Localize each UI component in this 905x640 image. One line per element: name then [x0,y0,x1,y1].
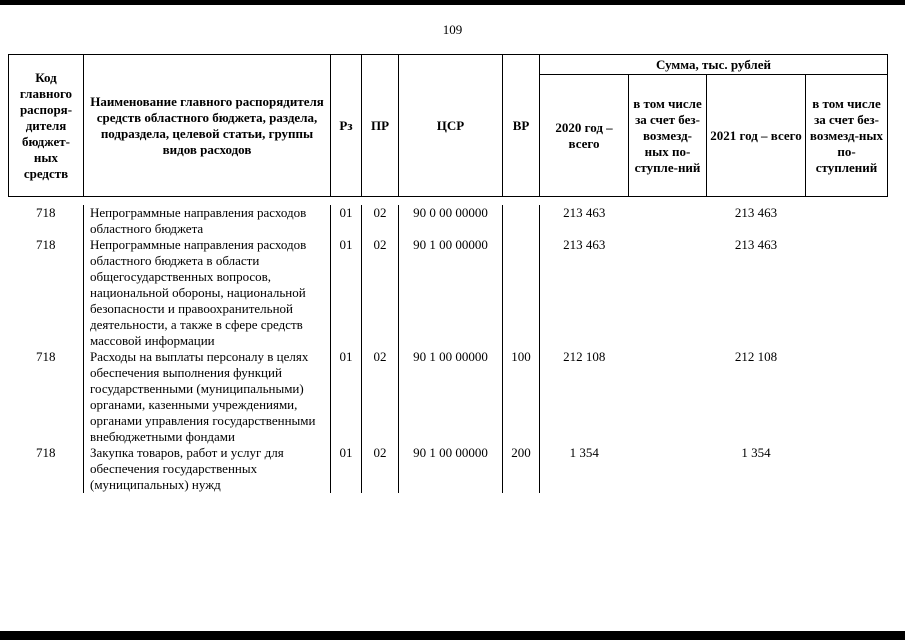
cell-csr: 90 1 00 00000 [399,349,503,445]
header-csr: ЦСР [399,55,503,197]
cell-name: Расходы на выплаты персоналу в целях обеспечения выполнения функций государственными (муниципальными) органами, казенными учреждениями, органами управления государственными внебюджетными фондами [84,349,331,445]
cell-2021-total: 1 354 [741,445,771,460]
cell-2020-total: 213 463 [540,237,629,349]
header-code: Код главного распоря-дителя бюджет-ных средств [9,55,84,197]
cell-code: 718 [36,205,56,220]
cell-2021-grants [806,237,888,349]
header-sum-group: Сумма, тыс. рублей [540,55,888,75]
table-row [9,205,888,237]
budget-table [8,54,888,493]
table-row [9,349,888,445]
cell-2020-grants [629,237,707,349]
cell-2021-grants [806,205,888,237]
cell-code: 718 [36,237,56,252]
cell-rz: 01 [331,237,362,349]
header-2020-total: 2020 год – всего [540,75,629,197]
header-2021-grants: в том числе за счет без-возмезд-ных по-ступлений [806,75,888,197]
cell-2020-total: 213 463 [540,205,629,237]
header-name: Наименование главного распорядителя средств областного бюджета, раздела, подраздела, целевой статьи, группы видов расходов [84,55,331,197]
cell-2021-total: 213 463 [734,237,778,252]
cell-vr [503,237,540,349]
cell-name: Закупка товаров, работ и услуг для обеспечения государственных (муниципальных) нужд [84,445,331,493]
cell-csr: 90 1 00 00000 [399,237,503,349]
cell-2020-total: 212 108 [540,349,629,445]
cell-pr: 02 [362,349,399,445]
cell-rz: 01 [331,349,362,445]
header-rz: Рз [331,55,362,197]
cell-pr: 02 [362,237,399,349]
cell-2021-total: 213 463 [734,205,778,220]
header-vr: ВР [503,55,540,197]
cell-rz: 01 [331,445,362,493]
cell-2020-grants [629,349,707,445]
cell-vr: 100 [503,349,540,445]
cell-csr: 90 1 00 00000 [399,445,503,493]
cell-code: 718 [36,445,56,460]
cell-2021-total: 212 108 [734,349,778,364]
cell-2021-grants [806,445,888,493]
cell-vr: 200 [503,445,540,493]
cell-2021-grants [806,349,888,445]
table-row [9,237,888,349]
table-row [9,445,888,493]
top-border-rule [0,0,905,5]
page-number: 109 [442,22,463,37]
bottom-border-rule [0,631,905,640]
cell-2020-total: 1 354 [540,445,629,493]
header-2020-grants: в том числе за счет без-возмезд-ных по-ступле-ний [629,75,707,197]
cell-code: 718 [36,349,56,364]
cell-csr: 90 0 00 00000 [399,205,503,237]
header-pr: ПР [362,55,399,197]
cell-name: Непрограммные направления расходов областного бюджета в области общегосударственных вопросов, национальной обороны, национальной безопасности и правоохранительной деятельности, а также в сфере средств массовой информации [84,237,331,349]
cell-vr [503,205,540,237]
cell-name: Непрограммные направления расходов областного бюджета [84,205,331,237]
cell-pr: 02 [362,445,399,493]
cell-pr: 02 [362,205,399,237]
cell-2020-grants [629,445,707,493]
cell-2020-grants [629,205,707,237]
header-2021-total: 2021 год – всего [707,75,806,197]
cell-rz: 01 [331,205,362,237]
